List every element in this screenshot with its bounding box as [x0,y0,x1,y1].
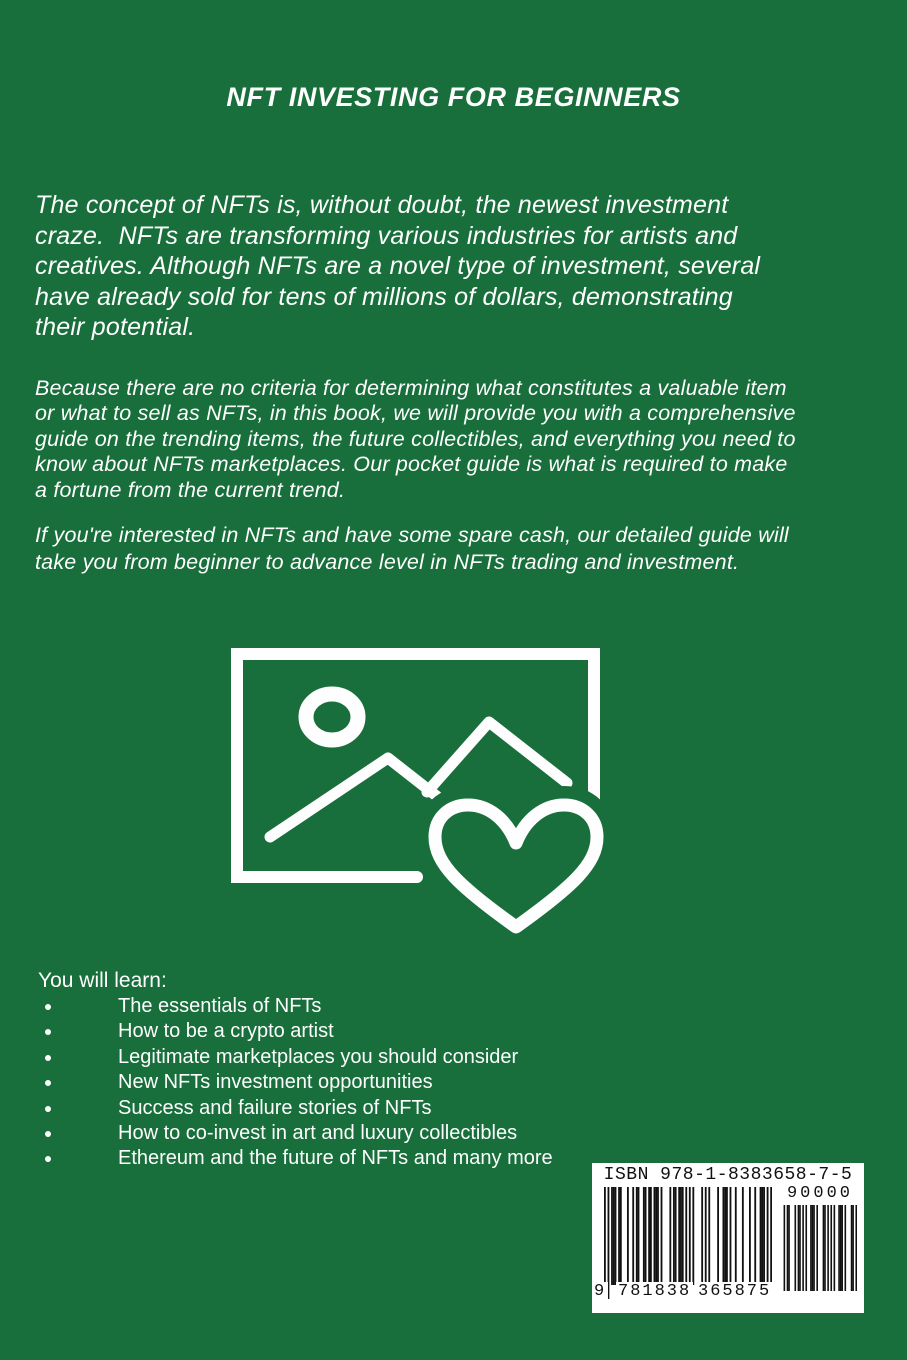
bullet-icon [45,1156,51,1162]
sun-icon [306,694,358,740]
learn-list [38,994,553,1172]
bullet-icon [45,1004,51,1010]
list-item-label: How to be a crypto artist [118,1020,334,1043]
paragraph-line: Because there are no criteria for determining what constitutes a valuable item [35,376,787,400]
bullet-icon [45,1106,51,1112]
paragraph-line: their potential. [35,313,196,341]
bullet-icon [45,1080,51,1086]
paragraph-line: take you from beginner to advance level in NFTs trading and investment. [35,550,740,574]
list-item-label: New NFTs investment opportunities [118,1071,433,1094]
list-item-label: Legitimate marketplaces you should consider [118,1045,519,1068]
ean-digit-group: 781838 [618,1282,692,1301]
book-title: NFT INVESTING FOR BEGINNERS [226,82,681,112]
audience-paragraph [35,522,789,576]
paragraph-line: creatives. Although NFTs are a novel type of investment, several [35,252,761,280]
ean-digit-group: 9 [594,1282,607,1301]
barcode-supplement [782,1184,858,1203]
intro-paragraph [35,190,760,343]
paragraph-line: craze. NFTs are transforming various industries for artists and [35,221,738,250]
learn-section [38,968,553,1172]
paragraph-line: The concept of NFTs is, without doubt, the newest investment [35,191,729,219]
price-code: 90000 [786,1184,853,1203]
list-item [38,1070,553,1095]
large-mountain-icon [427,722,567,792]
isbn-number: ISBN 978-1-8383658-7-5 [603,1165,853,1185]
list-item-label: Success and failure stories of NFTs [118,1096,432,1119]
list-item-label: The essentials of NFTs [118,995,322,1017]
paragraph-line: have already sold for tens of millions of dollars, demonstrating [35,282,733,311]
bullet-icon [45,1055,51,1061]
paragraph-line: If you're interested in NFTs and have some spare cash, our detailed guide will [35,523,789,547]
paragraph-line: a fortune from the current trend. [35,477,346,502]
paragraph-line: know about NFTs marketplaces. Our pocket guide is what is required to make [35,452,788,477]
list-item [38,1096,553,1121]
list-item [38,994,553,1019]
overview-paragraph [35,376,796,503]
list-item-label: How to co-invest in art and luxury collectibles [118,1122,518,1145]
learn-heading: You will learn: [38,969,167,992]
heart-halo [435,805,597,927]
list-item [38,1019,553,1044]
list-item [38,1121,553,1146]
bullet-icon [45,1029,51,1035]
ean5-barcode-icon [782,1205,857,1291]
list-item [38,1045,553,1070]
isbn-barcode-box [592,1163,864,1313]
paragraph-line: guide on the trending items, the future collectibles, and everything you need to [35,426,796,451]
list-item [38,1146,553,1171]
picture-heart-icon [215,640,615,940]
ean-digit-group: 365875 [698,1282,772,1301]
list-item-label: Ethereum and the future of NFTs and many more [118,1147,553,1170]
bullet-icon [45,1131,51,1137]
paragraph-line: or what to sell as NFTs, in this book, we will provide you with a comprehensive [35,401,796,426]
